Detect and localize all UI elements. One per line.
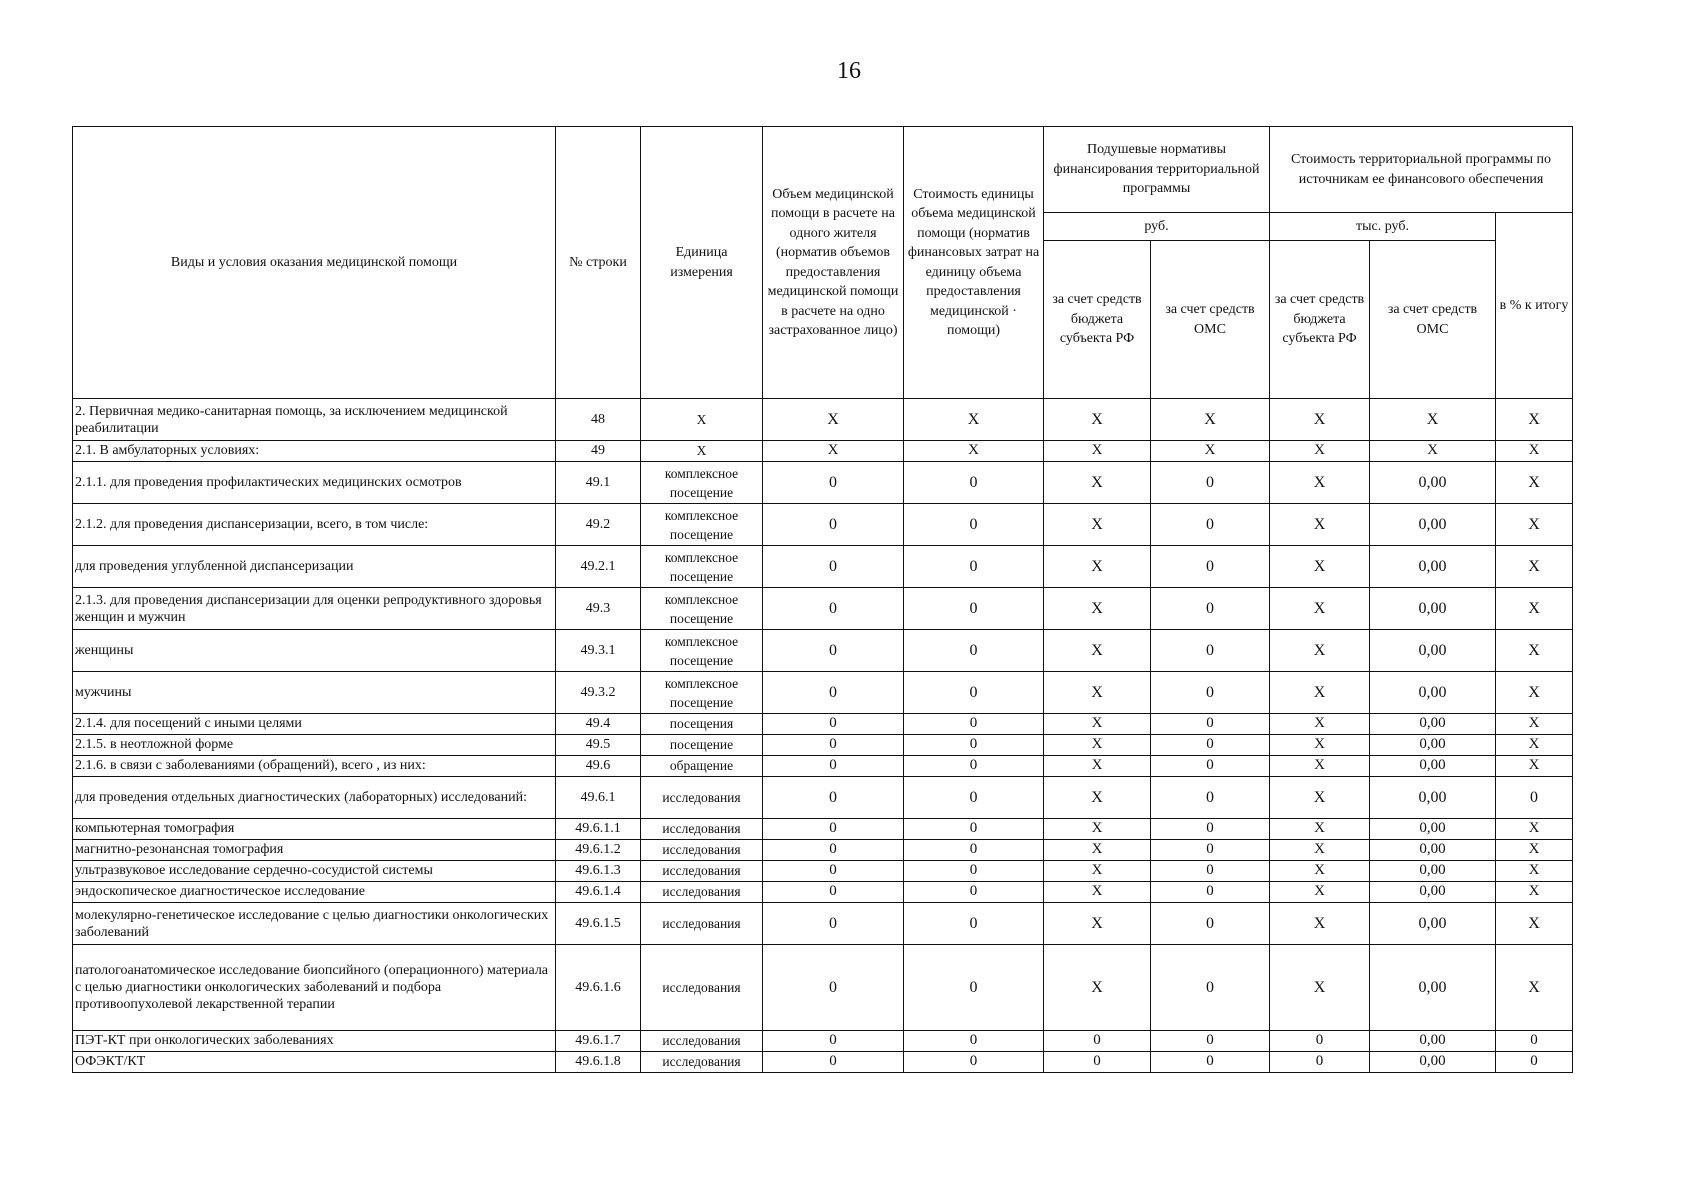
- row-volume: X: [763, 441, 904, 462]
- header-row-no: № строки: [556, 127, 641, 399]
- row-volume: 0: [763, 861, 904, 882]
- row-number: 49.1: [556, 462, 641, 504]
- row-cost: 0: [904, 882, 1044, 903]
- row-volume: 0: [763, 672, 904, 714]
- row-percent: X: [1496, 399, 1573, 441]
- row-number: 49.6.1.7: [556, 1031, 641, 1052]
- row-name: 2.1.6. в связи с заболеваниями (обращений), всего , из них:: [73, 756, 556, 777]
- row-per-capita-oms: 0: [1151, 903, 1270, 945]
- row-per-capita-budget: X: [1044, 714, 1151, 735]
- row-cost: 0: [904, 903, 1044, 945]
- row-unit: исследования: [641, 903, 763, 945]
- row-program-oms: 0,00: [1370, 588, 1496, 630]
- row-program-oms: 0,00: [1370, 714, 1496, 735]
- row-name: эндоскопическое диагностическое исследование: [73, 882, 556, 903]
- row-volume: 0: [763, 882, 904, 903]
- header-thousand-rub: тыс. руб.: [1270, 213, 1496, 241]
- table-header: [73, 127, 1573, 399]
- row-unit: обращение: [641, 756, 763, 777]
- table-row: [73, 840, 1573, 861]
- row-percent: X: [1496, 945, 1573, 1031]
- row-cost: 0: [904, 777, 1044, 819]
- row-number: 49.5: [556, 735, 641, 756]
- row-cost: 0: [904, 861, 1044, 882]
- row-per-capita-oms: 0: [1151, 546, 1270, 588]
- row-per-capita-budget: X: [1044, 399, 1151, 441]
- row-number: 49.6.1.5: [556, 903, 641, 945]
- row-program-oms: 0,00: [1370, 756, 1496, 777]
- row-percent: 0: [1496, 777, 1573, 819]
- row-cost: 0: [904, 840, 1044, 861]
- row-per-capita-oms: 0: [1151, 1031, 1270, 1052]
- row-program-oms: 0,00: [1370, 882, 1496, 903]
- row-name: 2.1. В амбулаторных условиях:: [73, 441, 556, 462]
- row-program-budget: X: [1270, 861, 1370, 882]
- row-cost: 0: [904, 546, 1044, 588]
- row-per-capita-oms: 0: [1151, 861, 1270, 882]
- row-per-capita-budget: 0: [1044, 1052, 1151, 1073]
- row-program-budget: X: [1270, 714, 1370, 735]
- row-program-budget: X: [1270, 630, 1370, 672]
- row-name: 2. Первичная медико-санитарная помощь, за исключением медицинской реабилитации: [73, 399, 556, 441]
- table-row: [73, 861, 1573, 882]
- row-cost: 0: [904, 819, 1044, 840]
- header-per-capita-budget: за счет средств бюджета субъекта РФ: [1044, 241, 1151, 399]
- header-program-cost-group: Стоимость территориальной программы по источникам ее финансового обеспечения: [1270, 127, 1573, 213]
- row-volume: 0: [763, 630, 904, 672]
- row-program-oms: 0,00: [1370, 777, 1496, 819]
- row-name: компьютерная томография: [73, 819, 556, 840]
- row-volume: 0: [763, 504, 904, 546]
- medical-care-table: [72, 126, 1573, 1073]
- header-rub: руб.: [1044, 213, 1270, 241]
- row-percent: 0: [1496, 1052, 1573, 1073]
- header-types: Виды и условия оказания медицинской помощи: [73, 127, 556, 399]
- row-per-capita-oms: 0: [1151, 735, 1270, 756]
- row-percent: X: [1496, 903, 1573, 945]
- row-program-budget: X: [1270, 945, 1370, 1031]
- row-program-oms: 0,00: [1370, 630, 1496, 672]
- row-number: 48: [556, 399, 641, 441]
- table-row: [73, 735, 1573, 756]
- row-number: 49.6: [556, 756, 641, 777]
- row-unit: исследования: [641, 861, 763, 882]
- row-percent: X: [1496, 735, 1573, 756]
- row-program-oms: 0,00: [1370, 861, 1496, 882]
- table-row: [73, 1052, 1573, 1073]
- row-percent: X: [1496, 672, 1573, 714]
- header-program-budget: за счет средств бюджета субъекта РФ: [1270, 241, 1370, 399]
- table-row: [73, 1031, 1573, 1052]
- row-number: 49.6.1: [556, 777, 641, 819]
- table-row: [73, 462, 1573, 504]
- table-row: [73, 903, 1573, 945]
- table-row: [73, 672, 1573, 714]
- row-volume: 0: [763, 945, 904, 1031]
- row-name: магнитно-резонансная томография: [73, 840, 556, 861]
- row-number: 49.2: [556, 504, 641, 546]
- row-program-budget: X: [1270, 462, 1370, 504]
- table-row: [73, 630, 1573, 672]
- row-per-capita-budget: 0: [1044, 1031, 1151, 1052]
- row-per-capita-oms: 0: [1151, 714, 1270, 735]
- row-unit: комплексное посещение: [641, 546, 763, 588]
- row-volume: 0: [763, 735, 904, 756]
- table-row: [73, 882, 1573, 903]
- row-percent: X: [1496, 861, 1573, 882]
- table-row: [73, 819, 1573, 840]
- table-row: [73, 399, 1573, 441]
- row-per-capita-budget: X: [1044, 672, 1151, 714]
- row-per-capita-budget: X: [1044, 882, 1151, 903]
- row-unit: посещение: [641, 735, 763, 756]
- table-row: [73, 504, 1573, 546]
- row-volume: 0: [763, 903, 904, 945]
- row-number: 49.3: [556, 588, 641, 630]
- row-percent: X: [1496, 714, 1573, 735]
- row-cost: 0: [904, 1052, 1044, 1073]
- row-number: 49.4: [556, 714, 641, 735]
- row-name: для проведения отдельных диагностических (лабораторных) исследований:: [73, 777, 556, 819]
- row-volume: 0: [763, 714, 904, 735]
- row-unit: исследования: [641, 819, 763, 840]
- row-volume: 0: [763, 462, 904, 504]
- row-name: 2.1.5. в неотложной форме: [73, 735, 556, 756]
- row-volume: 0: [763, 546, 904, 588]
- row-per-capita-oms: 0: [1151, 1052, 1270, 1073]
- row-program-budget: 0: [1270, 1031, 1370, 1052]
- row-program-budget: X: [1270, 819, 1370, 840]
- row-cost: 0: [904, 504, 1044, 546]
- row-cost: X: [904, 399, 1044, 441]
- row-program-budget: X: [1270, 777, 1370, 819]
- row-program-oms: 0,00: [1370, 462, 1496, 504]
- row-per-capita-budget: X: [1044, 735, 1151, 756]
- row-unit: комплексное посещение: [641, 630, 763, 672]
- row-program-oms: 0,00: [1370, 1052, 1496, 1073]
- row-per-capita-budget: X: [1044, 861, 1151, 882]
- row-volume: 0: [763, 819, 904, 840]
- row-program-budget: X: [1270, 903, 1370, 945]
- row-unit: комплексное посещение: [641, 462, 763, 504]
- row-per-capita-oms: 0: [1151, 588, 1270, 630]
- row-program-budget: X: [1270, 504, 1370, 546]
- row-program-budget: X: [1270, 735, 1370, 756]
- row-per-capita-budget: X: [1044, 756, 1151, 777]
- row-unit: посещения: [641, 714, 763, 735]
- row-unit: комплексное посещение: [641, 588, 763, 630]
- row-name: ОФЭКТ/КТ: [73, 1052, 556, 1073]
- row-percent: X: [1496, 504, 1573, 546]
- table-row: [73, 945, 1573, 1031]
- row-unit: исследования: [641, 1031, 763, 1052]
- row-cost: 0: [904, 756, 1044, 777]
- row-percent: X: [1496, 882, 1573, 903]
- row-program-oms: X: [1370, 441, 1496, 462]
- row-number: 49.6.1.8: [556, 1052, 641, 1073]
- row-name: мужчины: [73, 672, 556, 714]
- row-number: 49.6.1.4: [556, 882, 641, 903]
- row-per-capita-oms: 0: [1151, 462, 1270, 504]
- row-per-capita-oms: 0: [1151, 504, 1270, 546]
- row-per-capita-budget: X: [1044, 630, 1151, 672]
- row-per-capita-oms: 0: [1151, 777, 1270, 819]
- row-program-budget: X: [1270, 882, 1370, 903]
- row-program-budget: X: [1270, 840, 1370, 861]
- row-volume: X: [763, 399, 904, 441]
- row-number: 49.3.1: [556, 630, 641, 672]
- row-cost: 0: [904, 714, 1044, 735]
- row-program-oms: 0,00: [1370, 945, 1496, 1031]
- header-per-capita-oms: за счет средств ОМС: [1151, 241, 1270, 399]
- row-program-budget: X: [1270, 546, 1370, 588]
- row-unit: исследования: [641, 777, 763, 819]
- header-per-capita-group: Подушевые нормативы финансирования территориальной программы: [1044, 127, 1270, 213]
- row-per-capita-budget: X: [1044, 840, 1151, 861]
- row-program-oms: 0,00: [1370, 903, 1496, 945]
- row-name: ультразвуковое исследование сердечно-сосудистой системы: [73, 861, 556, 882]
- row-per-capita-oms: X: [1151, 399, 1270, 441]
- row-name: патологоанатомическое исследование биопсийного (операционного) материала с целью диагностики онкологических заболеваний и подбора противоопухолевой лекарственной терапии: [73, 945, 556, 1031]
- row-per-capita-oms: 0: [1151, 630, 1270, 672]
- row-cost: 0: [904, 945, 1044, 1031]
- row-percent: X: [1496, 756, 1573, 777]
- row-program-oms: 0,00: [1370, 735, 1496, 756]
- row-name: 2.1.1. для проведения профилактических медицинских осмотров: [73, 462, 556, 504]
- row-per-capita-budget: X: [1044, 546, 1151, 588]
- row-per-capita-budget: X: [1044, 777, 1151, 819]
- row-cost: 0: [904, 462, 1044, 504]
- row-volume: 0: [763, 840, 904, 861]
- row-per-capita-budget: X: [1044, 504, 1151, 546]
- header-program-oms: за счет средств ОМС: [1370, 241, 1496, 399]
- row-program-budget: X: [1270, 756, 1370, 777]
- row-number: 49.2.1: [556, 546, 641, 588]
- row-unit: X: [641, 399, 763, 441]
- row-program-budget: 0: [1270, 1052, 1370, 1073]
- row-per-capita-oms: 0: [1151, 756, 1270, 777]
- table-row: [73, 714, 1573, 735]
- row-program-oms: 0,00: [1370, 840, 1496, 861]
- row-per-capita-budget: X: [1044, 441, 1151, 462]
- row-percent: 0: [1496, 1031, 1573, 1052]
- row-program-budget: X: [1270, 672, 1370, 714]
- row-number: 49.6.1.6: [556, 945, 641, 1031]
- row-cost: X: [904, 441, 1044, 462]
- row-per-capita-oms: 0: [1151, 840, 1270, 861]
- header-cost: Стоимость единицы объема медицинской помощи (норматив финансовых затрат на единицу объема предоставления медицинской · помощи): [904, 127, 1044, 399]
- row-percent: X: [1496, 462, 1573, 504]
- row-volume: 0: [763, 756, 904, 777]
- row-per-capita-oms: 0: [1151, 819, 1270, 840]
- row-volume: 0: [763, 777, 904, 819]
- row-per-capita-budget: X: [1044, 945, 1151, 1031]
- row-program-oms: 0,00: [1370, 1031, 1496, 1052]
- table-row: [73, 441, 1573, 462]
- row-per-capita-budget: X: [1044, 462, 1151, 504]
- page-number: 16: [837, 58, 861, 84]
- row-name: женщины: [73, 630, 556, 672]
- row-program-oms: 0,00: [1370, 504, 1496, 546]
- row-name: молекулярно-генетическое исследование с целью диагностики онкологических заболеваний: [73, 903, 556, 945]
- row-cost: 0: [904, 672, 1044, 714]
- row-percent: X: [1496, 588, 1573, 630]
- row-number: 49.6.1.1: [556, 819, 641, 840]
- row-program-oms: 0,00: [1370, 819, 1496, 840]
- row-percent: X: [1496, 819, 1573, 840]
- row-cost: 0: [904, 630, 1044, 672]
- row-percent: X: [1496, 441, 1573, 462]
- row-program-oms: X: [1370, 399, 1496, 441]
- row-unit: комплексное посещение: [641, 504, 763, 546]
- row-unit: X: [641, 441, 763, 462]
- row-cost: 0: [904, 1031, 1044, 1052]
- row-name: ПЭТ-КТ при онкологических заболеваниях: [73, 1031, 556, 1052]
- row-name: для проведения углубленной диспансеризации: [73, 546, 556, 588]
- row-program-oms: 0,00: [1370, 672, 1496, 714]
- row-unit: исследования: [641, 1052, 763, 1073]
- row-per-capita-oms: X: [1151, 441, 1270, 462]
- row-percent: X: [1496, 840, 1573, 861]
- header-volume: Объем медицинской помощи в расчете на одного жителя (норматив объемов предоставления медицинской помощи в расчете на одно застрахованное лицо): [763, 127, 904, 399]
- row-program-budget: X: [1270, 399, 1370, 441]
- row-unit: исследования: [641, 840, 763, 861]
- table-row: [73, 546, 1573, 588]
- row-unit: исследования: [641, 882, 763, 903]
- table-row: [73, 588, 1573, 630]
- table-row: [73, 777, 1573, 819]
- table-row: [73, 756, 1573, 777]
- row-per-capita-budget: X: [1044, 588, 1151, 630]
- row-number: 49.3.2: [556, 672, 641, 714]
- row-unit: комплексное посещение: [641, 672, 763, 714]
- row-volume: 0: [763, 1031, 904, 1052]
- table-body: [73, 399, 1573, 1073]
- row-number: 49.6.1.2: [556, 840, 641, 861]
- header-unit: Единица измерения: [641, 127, 763, 399]
- row-program-budget: X: [1270, 441, 1370, 462]
- row-percent: X: [1496, 546, 1573, 588]
- row-percent: X: [1496, 630, 1573, 672]
- row-number: 49.6.1.3: [556, 861, 641, 882]
- row-per-capita-oms: 0: [1151, 882, 1270, 903]
- row-volume: 0: [763, 588, 904, 630]
- row-volume: 0: [763, 1052, 904, 1073]
- row-name: 2.1.2. для проведения диспансеризации, всего, в том числе:: [73, 504, 556, 546]
- row-cost: 0: [904, 588, 1044, 630]
- row-per-capita-oms: 0: [1151, 945, 1270, 1031]
- row-per-capita-budget: X: [1044, 819, 1151, 840]
- header-percent: в % к итогу: [1496, 213, 1573, 399]
- row-per-capita-oms: 0: [1151, 672, 1270, 714]
- row-name: 2.1.3. для проведения диспансеризации для оценки репродуктивного здоровья женщин и мужчин: [73, 588, 556, 630]
- row-cost: 0: [904, 735, 1044, 756]
- row-name: 2.1.4. для посещений с иными целями: [73, 714, 556, 735]
- row-per-capita-budget: X: [1044, 903, 1151, 945]
- row-unit: исследования: [641, 945, 763, 1031]
- row-program-budget: X: [1270, 588, 1370, 630]
- row-number: 49: [556, 441, 641, 462]
- row-program-oms: 0,00: [1370, 546, 1496, 588]
